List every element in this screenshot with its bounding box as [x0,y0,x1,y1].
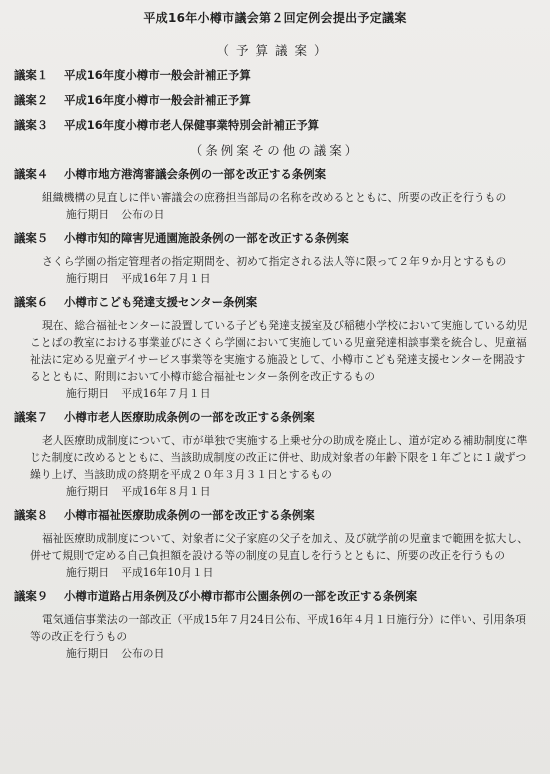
bill-item [14,508,536,581]
effective-date-label: 施行期日 [66,566,110,579]
bill-number: 議案７ [14,410,49,424]
bill-description: 電気通信事業法の一部改正（平成15年７月24日公布、平成16年４月１日施行分）に伴い、引用条項等の改正を行うもの [30,613,526,643]
bill-title: 小樽市こども発達支援センター条例案 [64,295,258,309]
effective-date-label: 施行期日 [66,647,110,660]
bill-heading [14,589,536,604]
bill-heading [14,410,536,425]
effective-date-value: 公布の日 [121,647,165,660]
budget-item [14,93,536,108]
budget-item-number: 議案２ [14,93,49,107]
bill-number: 議案８ [14,508,49,522]
effective-date-value: 平成16年10月１日 [121,566,214,579]
document-title: 平成16年小樽市議会第２回定例会提出予定議案 [143,11,407,25]
bill-title: 小樽市老人医療助成条例の一部を改正する条例案 [64,410,315,424]
bill-heading [14,508,536,523]
bill-title: 小樽市道路占用条例及び小樽市都市公園条例の一部を改正する条例案 [64,589,418,603]
effective-date-value: 平成16年７月１日 [121,387,211,400]
effective-date-value: 公布の日 [121,208,165,221]
bill-effective-date [66,385,536,402]
bill-effective-date [66,564,536,581]
bill-description: さくら学園の指定管理者の指定期間を、初めて指定される法人等に限って２年９か月とするもの [42,255,507,268]
bill-heading [14,295,536,310]
bill-title: 小樽市地方港湾審議会条例の一部を改正する条例案 [64,167,326,181]
bill-effective-date [66,483,536,500]
bill-title: 小樽市知的障害児通園施設条例の一部を改正する条例案 [64,231,349,245]
budget-item-number: 議案３ [14,118,49,132]
bill-description: 福祉医療助成制度について、対象者に父子家庭の父子を加え、及び就学前の児童まで範囲を拡大し、併せて規則で定める自己負担額を設ける等の制度の見直しを行うとともに、所要の改正を行うもの [30,532,529,562]
bill-number: 議案９ [14,589,49,603]
effective-date-value: 平成16年７月１日 [121,272,211,285]
ordinance-section-heading: （条例案その他の議案） [189,143,361,158]
bill-number: 議案４ [14,167,49,181]
bill-item [14,589,536,662]
bill-number: 議案５ [14,231,49,245]
bill-heading [14,167,536,182]
effective-date-label: 施行期日 [66,387,110,400]
budget-item-title: 平成16年度小樽市老人保健事業特別会計補正予算 [64,118,320,132]
bill-item [14,410,536,500]
effective-date-value: 平成16年８月１日 [121,485,211,498]
bill-title: 小樽市福祉医療助成条例の一部を改正する条例案 [64,508,315,522]
budget-item-title: 平成16年度小樽市一般会計補正予算 [64,93,251,107]
bill-effective-date [66,645,536,662]
bill-effective-date [66,206,536,223]
budget-item-number: 議案１ [14,68,49,82]
budget-item [14,118,536,133]
bill-item [14,231,536,287]
bill-item [14,167,536,223]
budget-item [14,68,536,83]
effective-date-label: 施行期日 [66,208,110,221]
bill-heading [14,231,536,246]
bill-number: 議案６ [14,295,49,309]
budget-item-title: 平成16年度小樽市一般会計補正予算 [64,68,251,82]
bill-description: 組織機構の見直しに伴い審議会の庶務担当部局の名称を改めるとともに、所要の改正を行うもの [42,191,507,204]
effective-date-label: 施行期日 [66,272,110,285]
bill-description: 現在、総合福祉センターに設置している子ども発達支援室及び稲穂小学校において実施している幼児ことばの教室における事業並びにさくら学園において実施している児童発達相談事業を統合し、児童福祉法に定める児童デイサービス事業等を実施する施設として、小樽市こども発達支援センターを開設するとともに、附則において小樽市総合福祉センター条例を改正するもの [30,319,528,383]
bill-item [14,295,536,402]
bill-description: 老人医療助成制度について、市が単独で実施する上乗せ分の助成を廃止し、道が定める補助制度に準じた制度に改めるとともに、当該助成制度の改正に併せ、助成対象者の年齢下限を１年ごとに１歳ずつ繰り上げ、当該助成の終期を平成２０年３月３１日とするもの [30,434,528,481]
budget-section-heading: （予算議案） [216,43,334,58]
bill-effective-date [66,270,536,287]
effective-date-label: 施行期日 [66,485,110,498]
